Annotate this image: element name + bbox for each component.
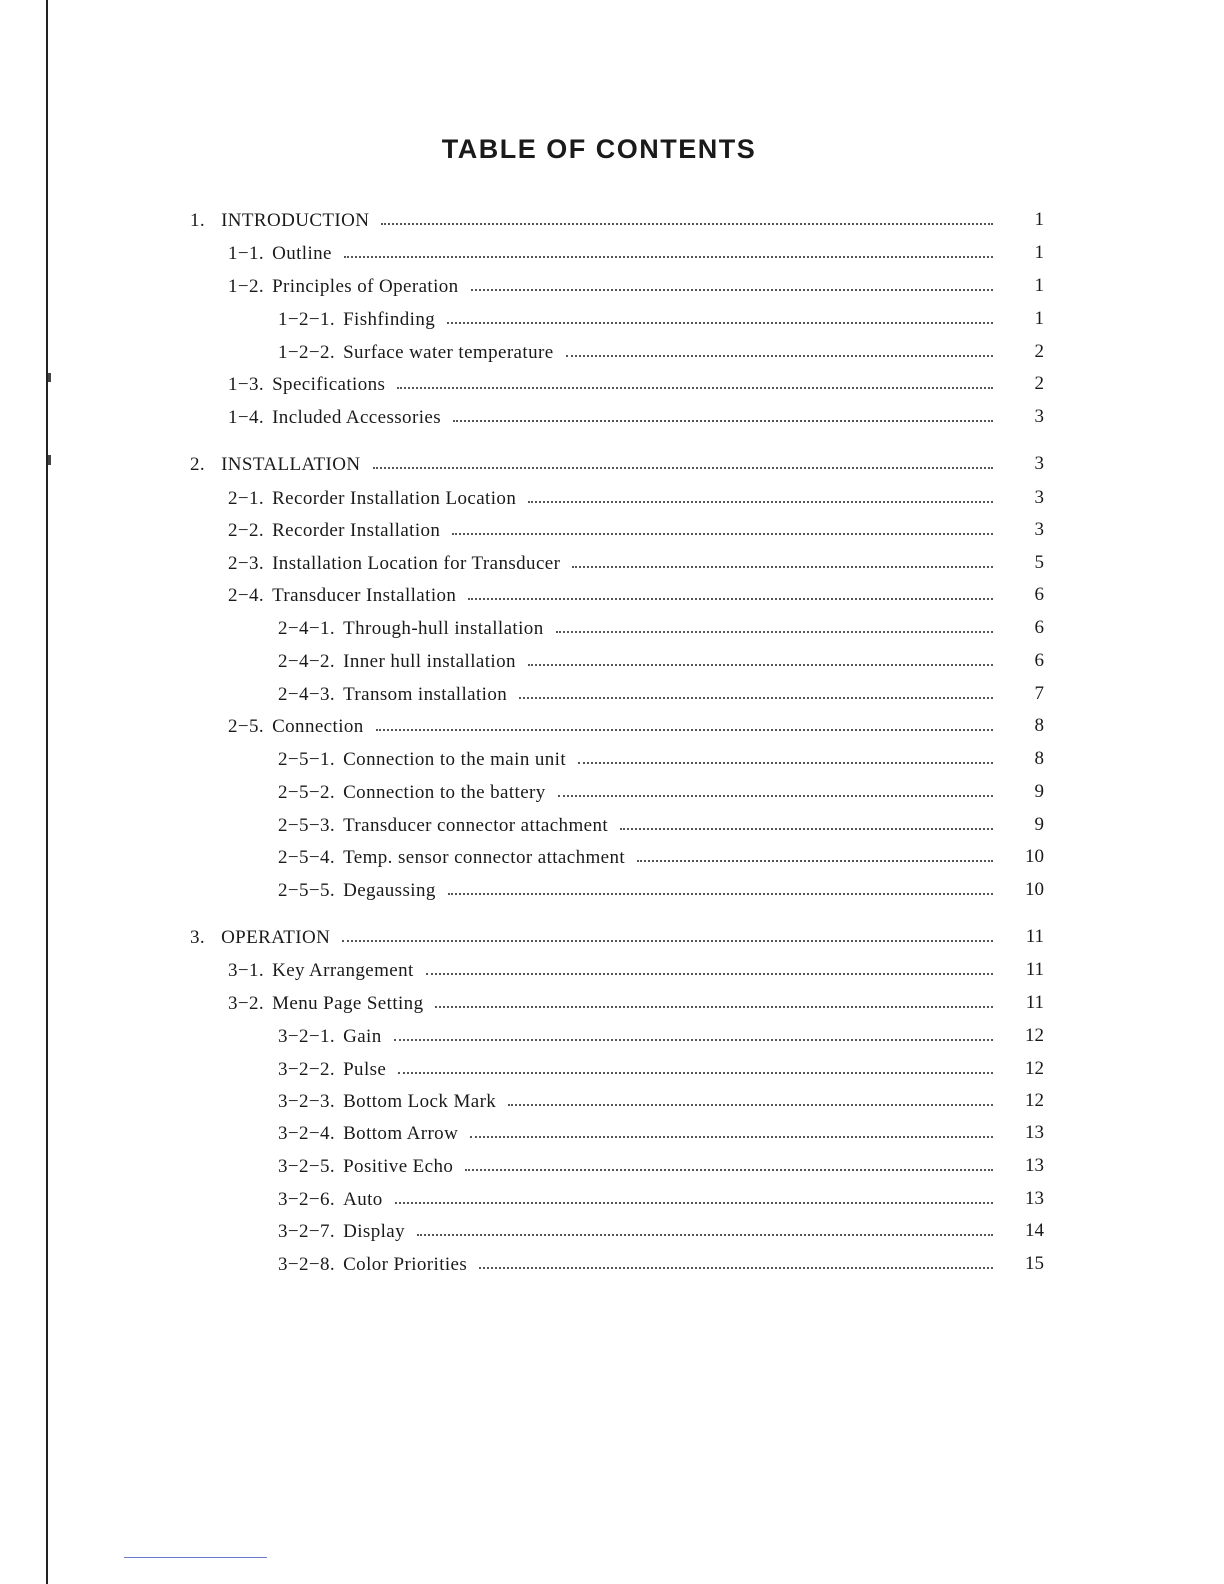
toc-entry[interactable]	[228, 581, 1003, 607]
toc-entry-label: Recorder Installation Location	[272, 488, 517, 509]
toc-entry-label: Principles of Operation	[272, 276, 459, 297]
toc-entry-number: 1−3.	[228, 374, 265, 395]
toc-entry-label: Transom installation	[343, 684, 508, 705]
toc-entry-label: Connection	[272, 716, 364, 737]
toc-entry-label: INSTALLATION	[221, 454, 361, 475]
toc-entry-number: 2−2.	[228, 520, 265, 541]
toc-entry[interactable]	[278, 614, 1003, 640]
dot-leader	[376, 728, 993, 731]
dot-leader	[452, 532, 993, 535]
toc-entry[interactable]	[190, 206, 1003, 232]
page-title: TABLE OF CONTENTS	[441, 134, 757, 164]
toc-entry[interactable]	[278, 1217, 1003, 1243]
dot-leader	[528, 500, 993, 503]
toc-entry-label: Key Arrangement	[272, 960, 414, 981]
toc-entry[interactable]	[278, 1152, 1003, 1178]
dot-leader	[572, 565, 993, 568]
toc-entry-number: 2.	[190, 454, 206, 475]
toc-entry-page: 13	[1025, 1188, 1044, 1209]
toc-entry-number: 3−2−4.	[278, 1123, 336, 1144]
dot-leader	[448, 892, 993, 895]
toc-entry[interactable]	[228, 989, 1003, 1015]
dot-leader	[519, 696, 993, 699]
toc-entry-page: 10	[1025, 879, 1044, 900]
toc-entry-page: 11	[1025, 959, 1044, 980]
toc-entry-label: INTRODUCTION	[221, 210, 370, 231]
toc-entry-label: Fishfinding	[343, 309, 436, 330]
toc-entry-label: Included Accessories	[272, 407, 441, 428]
toc-entry-label: Surface water temperature	[343, 342, 554, 363]
toc-entry[interactable]	[228, 484, 1003, 510]
toc-entry-page: 3	[1034, 487, 1044, 508]
toc-entry-number: 1−2−2.	[278, 342, 336, 363]
toc-entry-page: 12	[1025, 1025, 1044, 1046]
toc-entry-number: 1−2−1.	[278, 309, 336, 330]
toc-entry-number: 1−2.	[228, 276, 265, 297]
dot-leader	[453, 419, 993, 422]
footnote-rule	[124, 1557, 267, 1558]
toc-entry-label: Color Priorities	[343, 1254, 468, 1275]
dot-leader	[447, 321, 993, 324]
toc-entry-page: 9	[1034, 814, 1044, 835]
toc-entry[interactable]	[228, 516, 1003, 542]
toc-entry-page: 5	[1034, 552, 1044, 573]
toc-entry-number: 3−2−2.	[278, 1059, 336, 1080]
toc-entry-page: 3	[1034, 406, 1044, 427]
toc-entry[interactable]	[278, 1022, 1003, 1048]
toc-entry-label: Transducer connector attachment	[343, 815, 609, 836]
toc-entry-number: 3−2−7.	[278, 1221, 336, 1242]
toc-entry-page: 1	[1034, 308, 1044, 329]
dot-leader	[435, 1005, 993, 1008]
toc-entry-page: 1	[1034, 275, 1044, 296]
toc-entry[interactable]	[228, 239, 1003, 265]
dot-leader	[394, 1038, 993, 1041]
toc-entry[interactable]	[278, 1185, 1003, 1211]
toc-entry-number: 3−2−5.	[278, 1156, 336, 1177]
toc-entry-label: Installation Location for Transducer	[272, 553, 561, 574]
toc-entry[interactable]	[278, 680, 1003, 706]
dot-leader	[566, 354, 993, 357]
toc-entry[interactable]	[278, 778, 1003, 804]
toc-entry[interactable]	[278, 1087, 1003, 1113]
toc-entry-page: 9	[1034, 781, 1044, 802]
toc-entry-page: 10	[1025, 846, 1044, 867]
toc-entry-label: Bottom Arrow	[343, 1123, 459, 1144]
toc-entry-number: 3−2−1.	[278, 1026, 336, 1047]
dot-leader	[417, 1233, 993, 1236]
toc-entry-page: 1	[1034, 242, 1044, 263]
toc-entry-page: 6	[1034, 650, 1044, 671]
dot-leader	[468, 597, 993, 600]
dot-leader	[397, 386, 993, 389]
toc-entry[interactable]	[278, 843, 1003, 869]
toc-entry[interactable]	[278, 811, 1003, 837]
dot-leader	[528, 663, 993, 666]
dot-leader	[558, 794, 993, 797]
toc-entry-page: 11	[1025, 926, 1044, 947]
toc-entry-page: 11	[1025, 992, 1044, 1013]
toc-entry-number: 2−5−1.	[278, 749, 336, 770]
toc-entry-number: 2−4−1.	[278, 618, 336, 639]
toc-entry-number: 2−5.	[228, 716, 265, 737]
toc-entry-label: Transducer Installation	[272, 585, 457, 606]
toc-entry[interactable]	[278, 338, 1003, 364]
dot-leader	[398, 1071, 993, 1074]
toc-entry[interactable]	[228, 549, 1003, 575]
toc-entry-number: 2−5−5.	[278, 880, 336, 901]
toc-entry-label: Positive Echo	[343, 1156, 454, 1177]
dot-leader	[395, 1201, 993, 1204]
dot-leader	[556, 630, 993, 633]
toc-entry[interactable]	[278, 876, 1003, 902]
toc-entry-label: Connection to the battery	[343, 782, 546, 803]
toc-entry[interactable]	[278, 647, 1003, 673]
toc-entry-label: Connection to the main unit	[343, 749, 567, 770]
toc-entry-number: 2−5−2.	[278, 782, 336, 803]
toc-entry-page: 14	[1025, 1220, 1044, 1241]
toc-entry-page: 3	[1034, 453, 1044, 474]
toc-entry-page: 8	[1034, 715, 1044, 736]
dot-leader	[426, 972, 993, 975]
toc-entry-label: Through-hull installation	[343, 618, 544, 639]
toc-entry[interactable]	[190, 923, 1003, 949]
dot-leader	[479, 1266, 993, 1269]
dot-leader	[373, 466, 994, 469]
toc-entry-number: 3−1.	[228, 960, 265, 981]
toc-entry-number: 3−2−3.	[278, 1091, 336, 1112]
toc-entry-page: 12	[1025, 1058, 1044, 1079]
toc-entry-label: Degaussing	[343, 880, 436, 901]
toc-entry[interactable]	[228, 370, 1003, 396]
toc-entry-page: 8	[1034, 748, 1044, 769]
toc-entry-label: Menu Page Setting	[272, 993, 424, 1014]
dot-leader	[470, 1135, 993, 1138]
toc-entry-page: 7	[1034, 683, 1044, 704]
dot-leader	[471, 288, 993, 291]
toc-entry-label: Display	[343, 1221, 405, 1242]
toc-entry-label: Inner hull installation	[343, 651, 516, 672]
dot-leader	[342, 939, 993, 942]
toc-entry-number: 2−4.	[228, 585, 265, 606]
toc-entry-number: 1.	[190, 210, 206, 231]
dot-leader	[381, 222, 993, 225]
toc-entry[interactable]	[278, 1055, 1003, 1081]
toc-entry[interactable]	[278, 305, 1003, 331]
toc-entry-number: 2−5−3.	[278, 815, 336, 836]
dot-leader	[637, 859, 993, 862]
toc-entry-page: 15	[1025, 1253, 1044, 1274]
toc-entry-page: 6	[1034, 584, 1044, 605]
toc-entry[interactable]	[278, 1119, 1003, 1145]
toc-entry-label: Temp. sensor connector attachment	[343, 847, 626, 868]
toc-entry-page: 2	[1034, 341, 1044, 362]
toc-entry[interactable]	[228, 403, 1003, 429]
toc-entry-label: Gain	[343, 1026, 382, 1047]
toc-entry[interactable]	[228, 272, 1003, 298]
dot-leader	[508, 1103, 993, 1106]
dot-leader	[465, 1168, 993, 1171]
toc-entry-number: 2−4−2.	[278, 651, 336, 672]
toc-entry[interactable]	[278, 1250, 1003, 1276]
toc-entry-label: Outline	[272, 243, 332, 264]
dot-leader	[620, 827, 993, 830]
toc-entry-number: 1−1.	[228, 243, 265, 264]
toc-entry-page: 6	[1034, 617, 1044, 638]
toc-entry[interactable]	[190, 450, 1003, 476]
toc-entry-page: 1	[1034, 209, 1044, 230]
toc-entry-number: 3−2.	[228, 993, 265, 1014]
toc-entry-number: 3−2−8.	[278, 1254, 336, 1275]
toc-entry-page: 12	[1025, 1090, 1044, 1111]
toc-entry-page: 2	[1034, 373, 1044, 394]
toc-entry-number: 3−2−6.	[278, 1189, 336, 1210]
toc-entry-number: 2−4−3.	[278, 684, 336, 705]
toc-entry-number: 3.	[190, 927, 206, 948]
toc-entry-label: Bottom Lock Mark	[343, 1091, 497, 1112]
dot-leader	[578, 761, 993, 764]
toc-entry-number: 1−4.	[228, 407, 265, 428]
toc-entry-label: Pulse	[343, 1059, 387, 1080]
toc-entry-number: 2−5−4.	[278, 847, 336, 868]
toc-entry-label: Auto	[343, 1189, 383, 1210]
toc-entry-label: Specifications	[272, 374, 386, 395]
toc-entry-number: 2−1.	[228, 488, 265, 509]
toc-entry-label: OPERATION	[221, 927, 331, 948]
dot-leader	[344, 255, 993, 258]
toc-entry[interactable]	[228, 712, 1003, 738]
toc-entry-page: 13	[1025, 1122, 1044, 1143]
toc-entry[interactable]	[228, 956, 1003, 982]
toc-entry-page: 13	[1025, 1155, 1044, 1176]
toc-entry-page: 3	[1034, 519, 1044, 540]
toc-entry[interactable]	[278, 745, 1003, 771]
toc-entry-label: Recorder Installation	[272, 520, 441, 541]
toc-entry-number: 2−3.	[228, 553, 265, 574]
